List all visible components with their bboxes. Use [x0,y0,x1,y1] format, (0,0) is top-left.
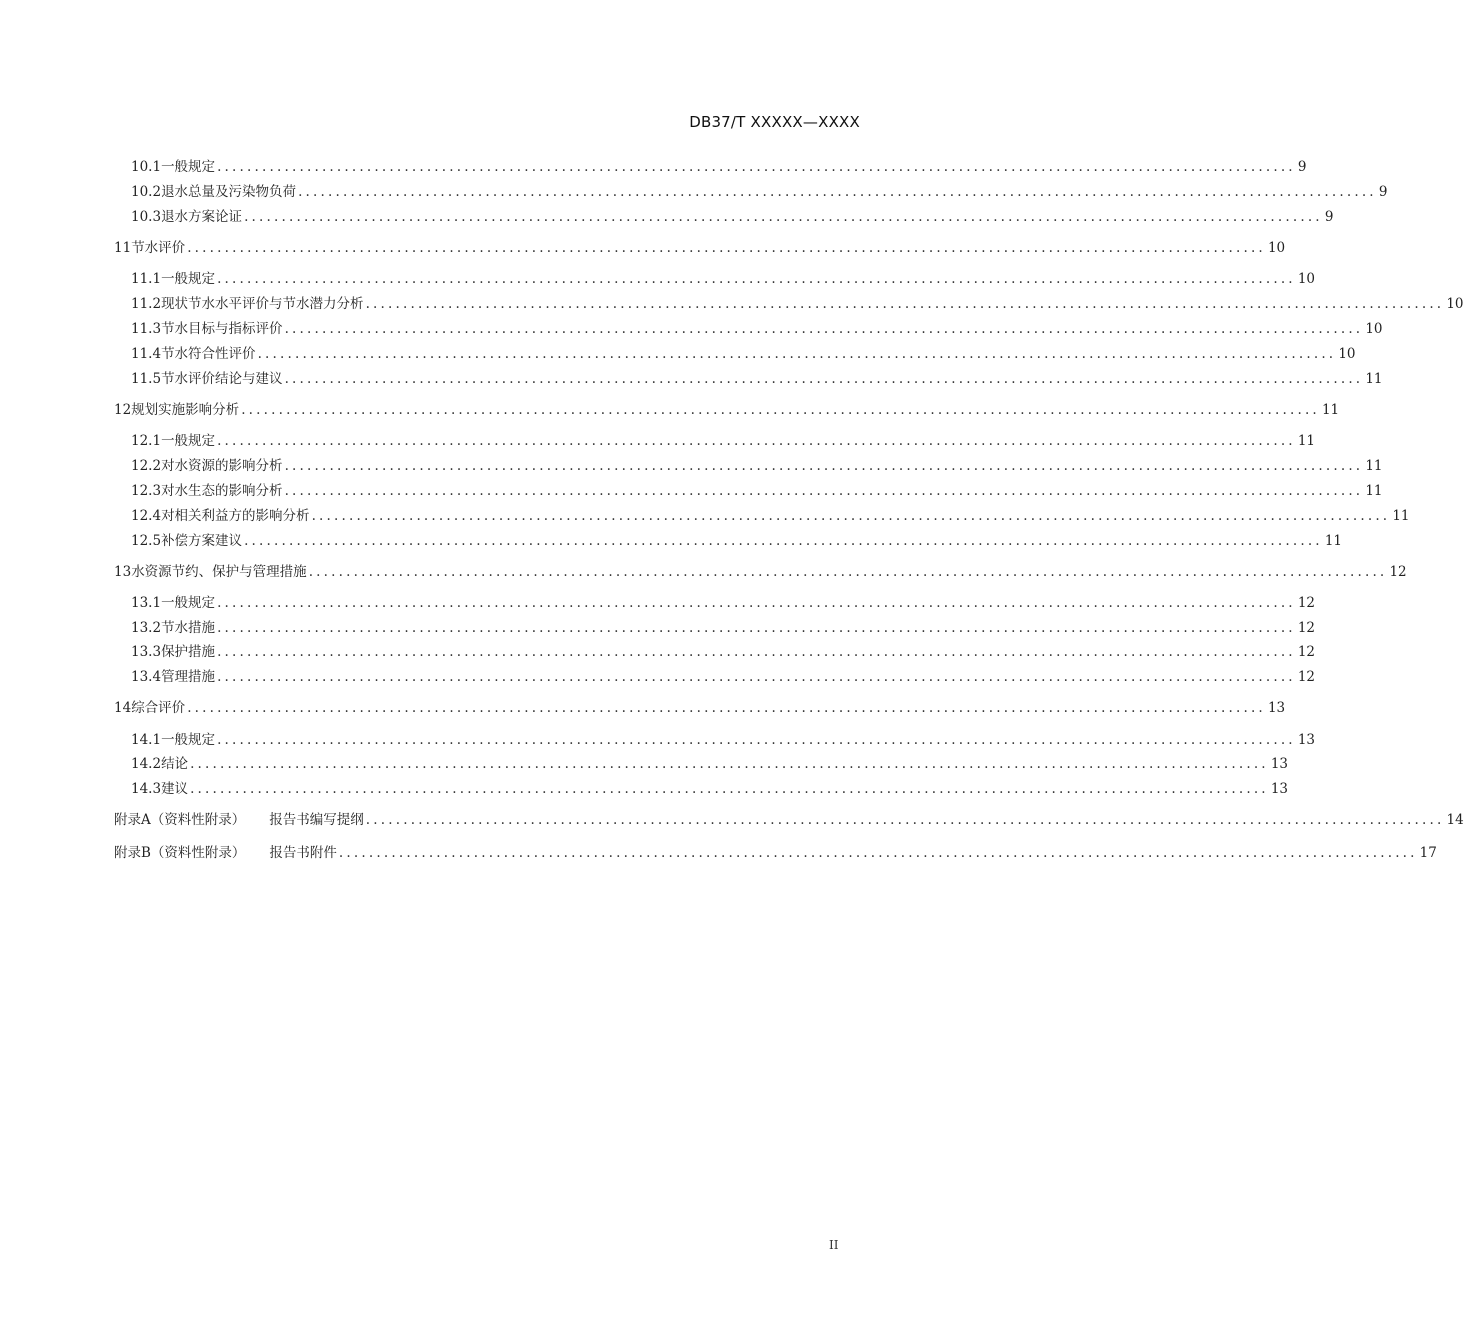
toc-entry[interactable] [114,400,1340,420]
toc-leader-dots: ................................................................................................................................................ [217,669,1296,685]
toc-entry[interactable] [131,754,1288,774]
toc-entry-title: 规划实施影响分析 [131,402,240,418]
toc-entry-page: 11 [1324,533,1342,549]
toc-leader-dots: ................................................................................................................................................ [284,483,1364,499]
toc-entry-page: 11 [1392,508,1410,524]
toc-entry[interactable] [114,562,1407,582]
toc-entry-title: 补偿方案建议 [161,533,243,549]
toc-entry-page: 10 [1446,296,1464,312]
toc-entry-title: 一般规定 [161,595,216,611]
toc-entry-number: 14.3 [131,781,162,797]
toc-entry-number: 14.2 [131,756,162,772]
toc-leader-dots: ................................................................................................................................................ [190,781,1269,797]
toc-entry-title: 一般规定 [161,271,216,287]
toc-leader-dots: ................................................................................................................................................ [190,756,1269,772]
toc-leader-dots: ................................................................................................................................................ [244,209,1323,225]
toc-entry[interactable] [114,238,1286,258]
toc-leader-dots: ................................................................................................................................................ [365,812,1445,828]
toc-entry-title: 退水总量及污染物负荷 [161,184,297,200]
toc-entry[interactable] [114,698,1286,718]
toc-leader-dots: ................................................................................................................................................ [217,159,1296,175]
toc-entry-page: 12 [1297,669,1315,685]
toc-entry[interactable] [131,319,1383,339]
toc-entry-page: 14 [1446,812,1464,828]
toc-entry-title: 节水目标与指标评价 [161,321,283,337]
toc-entry-number: 11.1 [131,271,162,287]
toc-entry-number: 11.2 [131,296,162,312]
toc-entry-number: 14.1 [131,732,162,748]
toc-entry[interactable] [131,269,1315,289]
toc-entry-number: 14 [114,700,132,716]
toc-leader-dots: ................................................................................................................................................ [308,564,1388,580]
toc-entry-title: 综合评价 [131,700,186,716]
toc-entry-number: 12 [114,402,132,418]
toc-entry-title: 保护措施 [161,644,216,660]
toc-entry-title: 节水评价结论与建议 [161,371,283,387]
toc-entry-number: 10.2 [131,184,162,200]
toc-leader-dots: ................................................................................................................................................ [365,296,1445,312]
toc-entry-title: 现状节水水平评价与节水潜力分析 [161,296,364,312]
toc-leader-dots: ................................................................................................................................................ [257,346,1337,362]
toc-entry-number: 13.3 [131,644,162,660]
toc-entry-title: 水资源节约、保护与管理措施 [131,564,307,580]
toc-leader-dots: ................................................................................................................................................ [187,240,1266,256]
toc-leader-dots: ................................................................................................................................................ [338,845,1418,861]
toc-entry-page: 10 [1338,346,1356,362]
toc-leader-dots: ................................................................................................................................................ [284,458,1364,474]
toc-entry[interactable] [131,344,1356,364]
toc-leader-dots: ................................................................................................................................................ [284,371,1364,387]
toc-entry-number: 10.3 [131,209,162,225]
toc-entry-page: 11 [1365,458,1383,474]
toc-entry-page: 12 [1297,620,1315,636]
toc-entry-number: 12.4 [131,508,162,524]
toc-leader-dots: ................................................................................................................................................ [217,433,1296,449]
toc-entry-number: 11.5 [131,371,162,387]
toc-leader-dots: ................................................................................................................................................ [311,508,1391,524]
page-number: II [829,1238,839,1252]
toc-leader-dots: ................................................................................................................................................ [217,620,1296,636]
toc-entry[interactable] [131,294,1464,314]
toc-entry[interactable] [131,779,1288,799]
toc-leader-dots: ................................................................................................................................................ [298,184,1377,200]
toc-entry-page: 9 [1324,209,1334,225]
toc-entry-title: 对相关利益方的影响分析 [161,508,310,524]
toc-entry-number: 附录A（资料性附录） [114,812,246,828]
toc-entry-title: 节水评价 [131,240,186,256]
toc-entry-number: 13.4 [131,669,162,685]
toc-entry-title: 报告书附件 [269,845,337,861]
toc-entry-appendix[interactable] [114,843,1437,863]
toc-entry-page: 10 [1297,271,1315,287]
toc-entry-title: 结论 [161,756,189,772]
toc-leader-dots: ................................................................................................................................................ [217,732,1296,748]
toc-entry-page: 17 [1419,845,1437,861]
toc-entry-number: 12.5 [131,533,162,549]
toc-entry-page: 11 [1365,371,1383,387]
toc-entry-title: 对水资源的影响分析 [161,458,283,474]
toc-entry-title: 一般规定 [161,159,216,175]
toc-entry[interactable] [131,369,1383,389]
toc-entry[interactable] [131,593,1315,613]
toc-entry-page: 11 [1297,433,1315,449]
toc-entry-page: 13 [1270,781,1288,797]
toc-entry-number: 10.1 [131,159,162,175]
toc-entry[interactable] [131,531,1342,551]
toc-entry[interactable] [131,456,1383,476]
toc-entry-number: 13.2 [131,620,162,636]
toc-entry-title: 一般规定 [161,732,216,748]
toc-entry-number: 11 [114,240,132,256]
toc-entry-page: 13 [1297,732,1315,748]
toc-entry-page: 9 [1378,184,1388,200]
toc-entry[interactable] [131,182,1388,202]
toc-leader-dots: ................................................................................................................................................ [217,595,1296,611]
toc-entry-title: 建议 [161,781,189,797]
toc-leader-dots: ................................................................................................................................................ [217,644,1296,660]
toc-entry-number: 11.3 [131,321,162,337]
toc-entry-title: 管理措施 [161,669,216,685]
toc-entry-number: 13 [114,564,132,580]
toc-entry[interactable] [131,481,1383,501]
document-code: DB37/T XXXXX—XXXX [689,113,860,131]
toc-entry[interactable] [131,506,1410,526]
toc-entry-page: 11 [1365,483,1383,499]
toc-entry-number: 12.3 [131,483,162,499]
toc-entry-page: 13 [1267,700,1286,716]
toc-leader-dots: ................................................................................................................................................ [217,271,1296,287]
toc-entry[interactable] [131,642,1315,662]
toc-entry-page: 10 [1365,321,1383,337]
toc-entry[interactable] [131,667,1315,687]
toc-entry-page: 10 [1267,240,1286,256]
toc-entry-title: 报告书编写提纲 [269,812,364,828]
toc-entry-page: 12 [1297,595,1315,611]
toc-leader-dots: ................................................................................................................................................ [241,402,1320,418]
toc-entry[interactable] [131,207,1334,227]
toc-entry-number: 13.1 [131,595,162,611]
toc-entry[interactable] [131,431,1315,451]
toc-entry-number: 12.1 [131,433,162,449]
toc-entry-page: 9 [1297,159,1307,175]
toc-entry-page: 12 [1297,644,1315,660]
toc-entry[interactable] [131,618,1315,638]
toc-entry-page: 12 [1389,564,1407,580]
toc-entry-number: 11.4 [131,346,162,362]
toc-entry-title: 对水生态的影响分析 [161,483,283,499]
toc-entry-page: 13 [1270,756,1288,772]
toc-entry[interactable] [131,157,1307,177]
toc-leader-dots: ................................................................................................................................................ [284,321,1364,337]
toc-entry-title: 节水措施 [161,620,216,636]
toc-entry[interactable] [131,730,1315,750]
toc-leader-dots: ................................................................................................................................................ [244,533,1323,549]
toc-leader-dots: ................................................................................................................................................ [187,700,1266,716]
toc-entry-title: 退水方案论证 [161,209,243,225]
toc-entry-title: 一般规定 [161,433,216,449]
toc-entry-appendix[interactable] [114,810,1464,830]
toc-entry-title: 节水符合性评价 [161,346,256,362]
toc-entry-number: 附录B（资料性附录） [114,845,246,861]
toc-entry-number: 12.2 [131,458,162,474]
toc-entry-page: 11 [1321,402,1340,418]
